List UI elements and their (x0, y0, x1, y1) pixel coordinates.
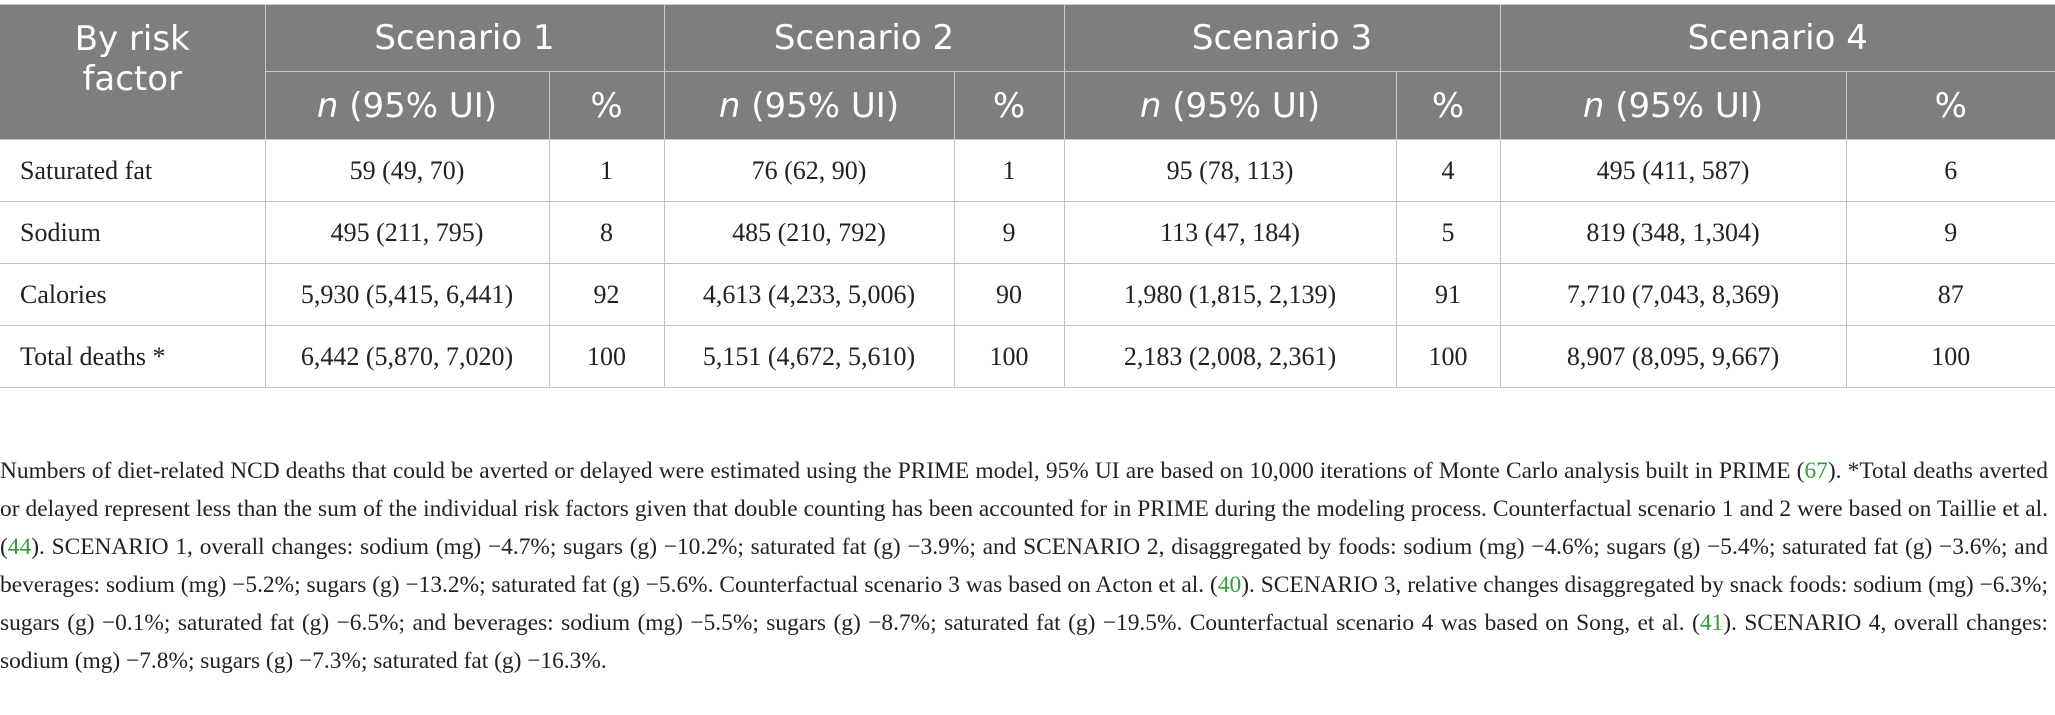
cell-percent: 90 (954, 264, 1064, 326)
cell-n: 8,907 (8,095, 9,667) (1500, 326, 1846, 388)
cell-n: 59 (49, 70) (265, 140, 549, 202)
n-ui-header (265, 72, 549, 140)
cell-percent: 100 (549, 326, 664, 388)
table-row (0, 264, 2055, 326)
cell-percent: 9 (954, 202, 1064, 264)
percent-header: % (549, 72, 664, 140)
cell-percent: 100 (1396, 326, 1500, 388)
footnote-text: ). SCENARIO 3, relative changes disaggregated by snack foods: sodium (mg) −6.3%; sugars (g) −0.1%; saturated fat (g) −6.5%; and beverages: sodium (mg) −5.5%; sugars (g) −8.7%; saturated fat (g) −19.5%. Counterfactual scenario 4 was based on Song, et al. ( (0, 572, 2048, 636)
n-symbol: n (718, 85, 741, 126)
reference-link[interactable]: 67 (1804, 458, 1828, 484)
scenario-2-header: Scenario 2 (664, 5, 1064, 72)
percent-header: % (1396, 72, 1500, 140)
row-label: Calories (0, 264, 265, 326)
cell-n: 495 (411, 587) (1500, 140, 1846, 202)
table-body (0, 140, 2055, 388)
cell-percent: 100 (1846, 326, 2055, 388)
ui-label: (95% UI) (1604, 85, 1764, 126)
reference-link[interactable]: 44 (7, 534, 32, 560)
table-row (0, 140, 2055, 202)
ui-label: (95% UI) (1161, 85, 1321, 126)
table-row (0, 326, 2055, 388)
cell-percent: 4 (1396, 140, 1500, 202)
cell-n: 113 (47, 184) (1064, 202, 1396, 264)
cell-percent: 5 (1396, 202, 1500, 264)
ui-label: (95% UI) (740, 85, 900, 126)
cell-n: 5,930 (5,415, 6,441) (265, 264, 549, 326)
cell-n: 819 (348, 1,304) (1500, 202, 1846, 264)
cell-percent: 8 (549, 202, 664, 264)
n-symbol: n (316, 85, 339, 126)
results-table (0, 4, 2055, 388)
cell-n: 6,442 (5,870, 7,020) (265, 326, 549, 388)
cell-n: 2,183 (2,008, 2,361) (1064, 326, 1396, 388)
cell-percent: 92 (549, 264, 664, 326)
ui-label: (95% UI) (338, 85, 498, 126)
cell-percent: 1 (954, 140, 1064, 202)
cell-percent: 9 (1846, 202, 2055, 264)
n-ui-header (664, 72, 954, 140)
percent-header: % (954, 72, 1064, 140)
percent-header: % (1846, 72, 2055, 140)
cell-n: 485 (210, 792) (664, 202, 954, 264)
cell-percent: 91 (1396, 264, 1500, 326)
footnote-text: ). *Total deaths averted or delayed represent less than the sum of the individual risk factors given that double counting has been accounted for in PRIME during the modeling process. Counterfactual scenario 1 and 2 were based on Taillie et al. ( (0, 458, 2048, 560)
cell-percent: 1 (549, 140, 664, 202)
row-label: Sodium (0, 202, 265, 264)
reference-link[interactable]: 41 (1699, 610, 1724, 636)
footnote-text: Numbers of diet-related NCD deaths that could be averted or delayed were estimated using the PRIME model, 95% UI are based on 10,000 iterations of Monte Carlo analysis built in PRIME ( (0, 458, 1805, 484)
footnote-text: ). SCENARIO 4, overall changes: sodium (mg) −7.8%; sugars (g) −7.3%; saturated fat (g) −16.3%. (0, 610, 2049, 674)
scenario-1-header: Scenario 1 (265, 5, 664, 72)
cell-percent: 6 (1846, 140, 2055, 202)
footnote-text: ). SCENARIO 1, overall changes: sodium (mg) −4.7%; sugars (g) −10.2%; saturated fat (g) −3.9%; and SCENARIO 2, disaggregated by foods: sodium (mg) −4.6%; sugars (g) −5.4%; saturated fat (g) −3.6%; and beverages: sodium (mg) −5.2%; sugars (g) −13.2%; saturated fat (g) −5.6%. Counterfactual scenario 3 was based on Acton et al. ( (0, 534, 2048, 598)
cell-percent: 100 (954, 326, 1064, 388)
cell-n: 1,980 (1,815, 2,139) (1064, 264, 1396, 326)
cell-percent: 87 (1846, 264, 2055, 326)
cell-n: 95 (78, 113) (1064, 140, 1396, 202)
header-row-measures (0, 72, 2055, 140)
table-footnote (0, 452, 2048, 680)
n-symbol: n (1139, 85, 1162, 126)
corner-header: By risk factor (0, 5, 265, 140)
row-label: Total deaths * (0, 326, 265, 388)
cell-n: 76 (62, 90) (664, 140, 954, 202)
reference-link[interactable]: 40 (1217, 572, 1242, 598)
cell-n: 495 (211, 795) (265, 202, 549, 264)
cell-n: 7,710 (7,043, 8,369) (1500, 264, 1846, 326)
header-row-scenarios (0, 5, 2055, 72)
n-ui-header (1500, 72, 1846, 140)
n-ui-header (1064, 72, 1396, 140)
table-header (0, 5, 2055, 140)
row-label: Saturated fat (0, 140, 265, 202)
n-symbol: n (1582, 85, 1605, 126)
cell-n: 5,151 (4,672, 5,610) (664, 326, 954, 388)
scenario-3-header: Scenario 3 (1064, 5, 1500, 72)
table-row (0, 202, 2055, 264)
scenario-4-header: Scenario 4 (1500, 5, 2055, 72)
cell-n: 4,613 (4,233, 5,006) (664, 264, 954, 326)
